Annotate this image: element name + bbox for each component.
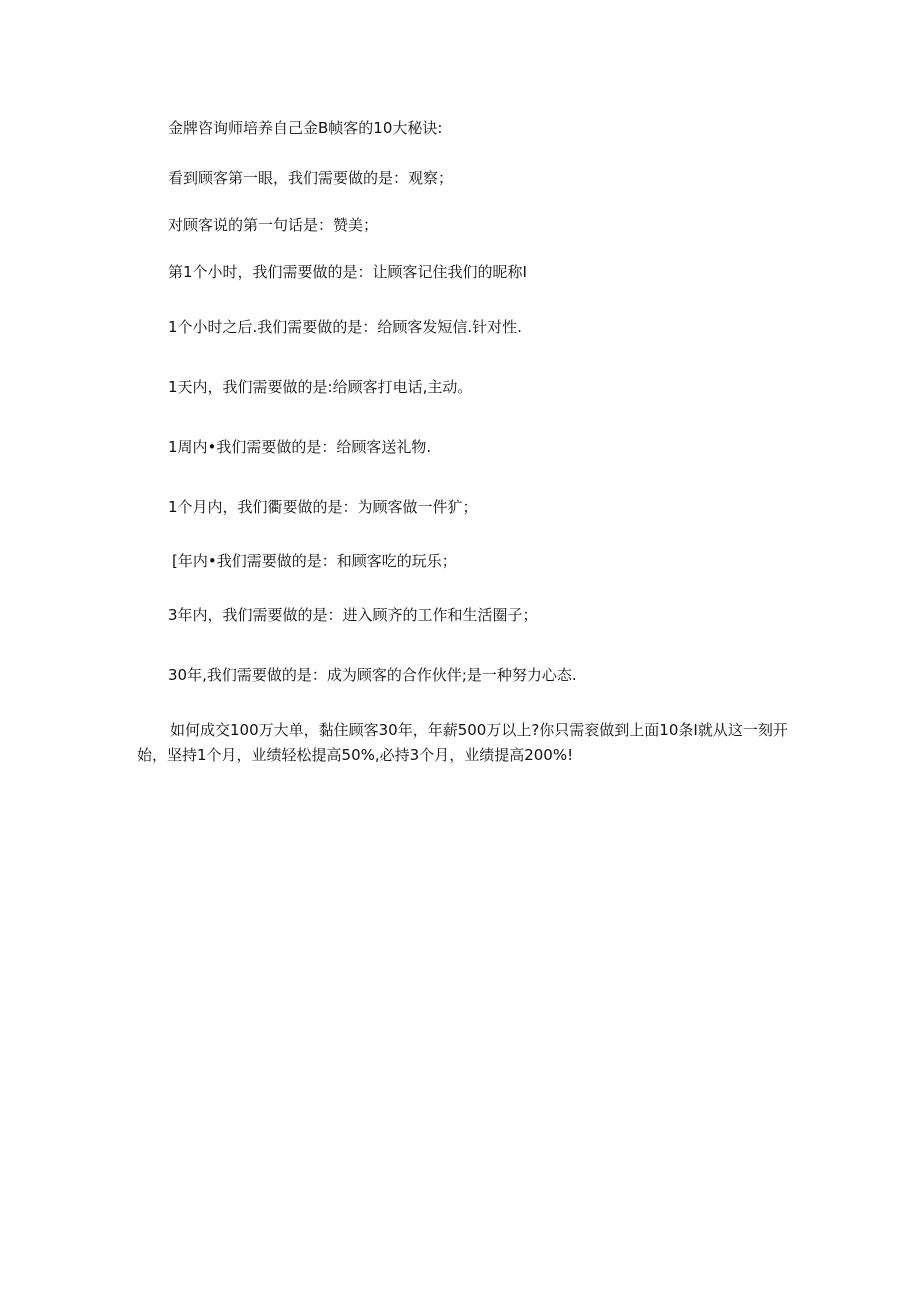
tip-thirty-years: 30年,我们需要做的是：成为顾客的合作伙伴;是一种努力心态. [168,666,577,684]
tip-one-day: 1天内，我们需要做的是:给顾客打电话,主动。 [168,378,473,396]
tip-first-hour: 第1个小时，我们需要做的是：让顾客记住我们的昵称I [168,263,527,281]
tip-one-month: 1个月内，我们衢要做的是：为顾客做一件犷； [168,498,478,516]
tip-one-week: 1周内•我们需要做的是：给顾客送礼物. [168,438,432,456]
tip-after-one-hour: 1个小时之后.我们需要做的是：给顾客发短信.针对性. [168,318,522,336]
tip-first-sentence: 对顾客说的第一句话是：赞美； [168,216,379,234]
tip-first-glance: 看到顾客第一眼，我们需要做的是：观察； [168,169,454,187]
tip-one-year: [年内•我们需要做的是：和顾客吃的玩乐； [172,552,457,570]
tip-three-years: 3年内，我们需要做的是：进入顾齐的工作和生活圈子； [168,606,538,624]
document-title: 金牌咨询师培养自己金B帧客的10大秘诀: [168,119,443,137]
closing-paragraph: 如何成交100万大单，黏住顾客30年，年薪500万以上?你只需衮做到上面10条I就从这一刻开始，坚持1个月，业绩轻松提高50%,必持3个月，业绩提高200%! [137,721,788,764]
